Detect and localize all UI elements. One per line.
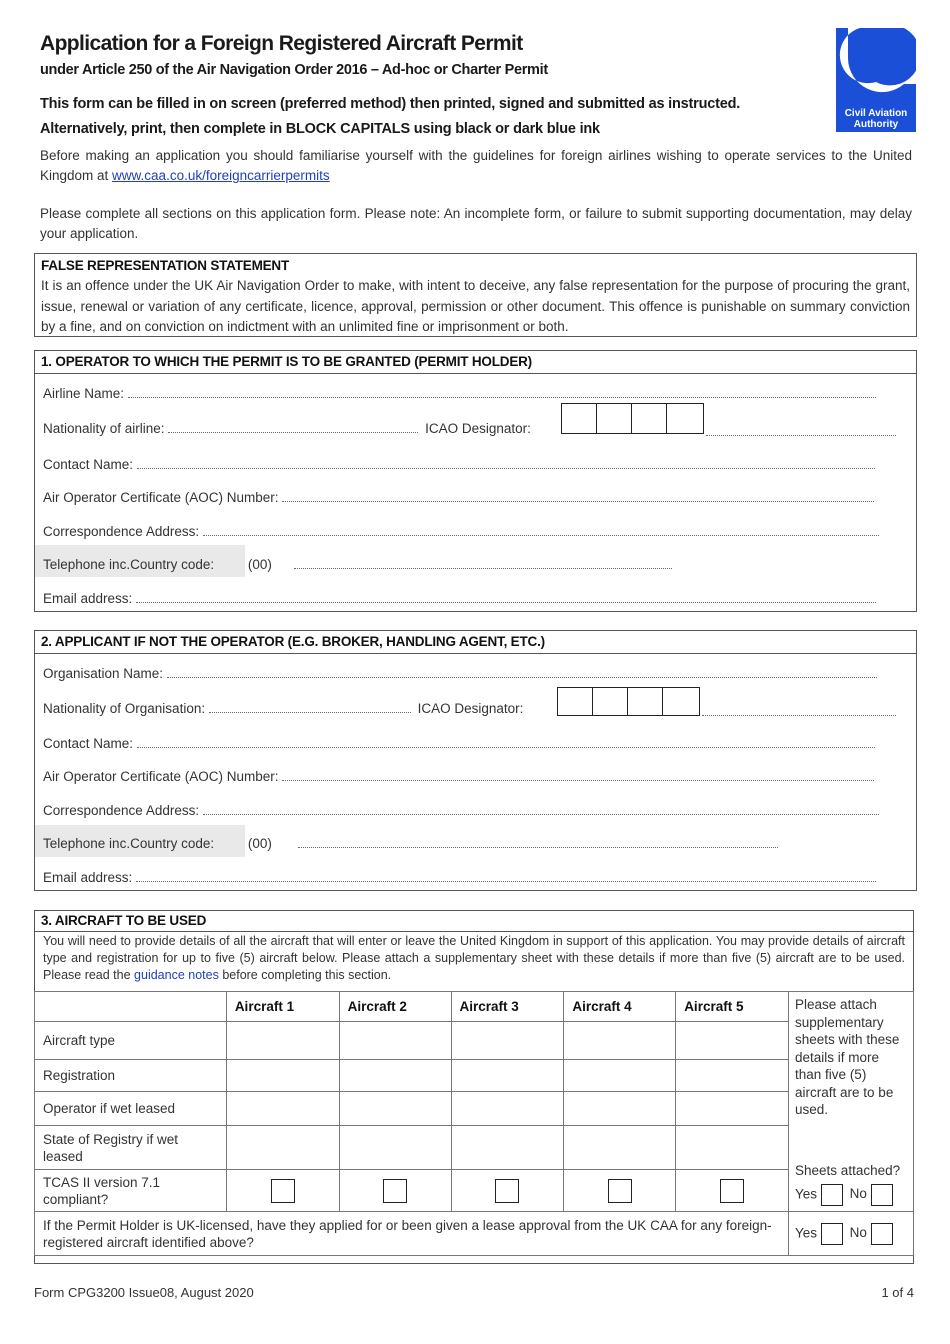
instruction-2: Alternatively, print, then complete in BLOCK CAPITALS using black or dark blue ink <box>40 121 600 137</box>
logo-text-2: Authority <box>853 119 899 130</box>
side-note-cell <box>789 992 914 1212</box>
tcas-checkbox-3[interactable] <box>495 1179 519 1203</box>
state-cell-4[interactable] <box>564 1126 676 1170</box>
column-aircraft-1: Aircraft 1 <box>226 992 339 1022</box>
page-number: 1 of 4 <box>881 1285 914 1300</box>
email-field-2[interactable]: Email address: <box>43 870 876 885</box>
organisation-name-field[interactable]: Organisation Name: <box>43 666 877 681</box>
registration-cell-4[interactable] <box>564 1060 676 1092</box>
table-row <box>35 1092 914 1126</box>
tcas-checkbox-2[interactable] <box>383 1179 407 1203</box>
false-representation-box <box>34 253 917 337</box>
sheets-attached-options: Yes No <box>795 1184 907 1206</box>
table-row <box>35 1060 914 1092</box>
sheets-attached-label: Sheets attached? <box>795 1163 901 1178</box>
row-label-tcas: TCAS II version 7.1 compliant? <box>35 1170 227 1212</box>
column-aircraft-2: Aircraft 2 <box>339 992 451 1022</box>
foreign-carrier-permits-link[interactable]: www.caa.co.uk/foreigncarrierpermits <box>112 168 330 183</box>
side-note: Please attach supplementary sheets with these details if more than five (5) aircraft are to be used. <box>795 997 900 1117</box>
contact-name-field[interactable]: Contact Name: <box>43 457 875 472</box>
guidance-notes-link[interactable]: guidance notes <box>134 968 219 982</box>
aircraft-type-cell-5[interactable] <box>676 1022 789 1060</box>
aoc-number-field-2[interactable]: Air Operator Certificate (AOC) Number: <box>43 769 874 784</box>
nationality-organisation-field[interactable]: Nationality of Organisation: ICAO Designator: <box>43 701 524 716</box>
state-cell-2[interactable] <box>339 1126 451 1170</box>
icao-cell-4[interactable] <box>662 687 700 716</box>
registration-cell-5[interactable] <box>676 1060 789 1092</box>
airline-name-field[interactable]: Airline Name: <box>43 386 876 401</box>
form-title: Application for a Foreign Registered Aircraft Permit <box>40 32 523 55</box>
correspondence-address-field[interactable]: Correspondence Address: <box>43 524 879 539</box>
state-cell-3[interactable] <box>451 1126 564 1170</box>
table-row <box>35 1022 914 1060</box>
nationality-airline-field[interactable]: Nationality of airline: ICAO Designator: <box>43 421 531 436</box>
email-field[interactable]: Email address: <box>43 591 876 606</box>
operator-cell-5[interactable] <box>676 1092 789 1126</box>
telephone-field[interactable]: Telephone inc.Country code: (00) <box>43 557 672 572</box>
form-subtitle: under Article 250 of the Air Navigation Order 2016 – Ad-hoc or Charter Permit <box>40 62 548 78</box>
registration-cell-1[interactable] <box>226 1060 339 1092</box>
false-representation-heading: FALSE REPRESENTATION STATEMENT <box>41 258 290 273</box>
icao-cell-1[interactable] <box>561 403 598 434</box>
sheets-no-checkbox[interactable] <box>871 1184 893 1206</box>
column-aircraft-3: Aircraft 3 <box>451 992 564 1022</box>
lease-yes-checkbox[interactable] <box>821 1223 843 1245</box>
icao-cell-2[interactable] <box>596 403 633 434</box>
column-aircraft-5: Aircraft 5 <box>676 992 789 1022</box>
lease-question: If the Permit Holder is UK-licensed, have they applied for or been given a lease approval from the UK CAA for any foreign-registered aircraft identified above? <box>35 1212 789 1256</box>
aircraft-table-header <box>35 992 914 1022</box>
lease-no-checkbox[interactable] <box>871 1223 893 1245</box>
row-label-aircraft-type: Aircraft type <box>35 1022 227 1060</box>
tcas-checkbox-1[interactable] <box>271 1179 295 1203</box>
table-row <box>35 1126 914 1170</box>
operator-cell-2[interactable] <box>339 1092 451 1126</box>
row-label-operator: Operator if wet leased <box>35 1092 227 1126</box>
icao-cell-2[interactable] <box>592 687 629 716</box>
logo-text-1: Civil Aviation <box>844 108 908 119</box>
aircraft-table <box>34 991 914 1256</box>
false-representation-text: It is an offence under the UK Air Navigation Order to make, with intent to deceive, any false representation for the purpose of procuring the grant, issue, renewal or variation of any certificate, licence, approval, permission or other document. This offence is punishable on summary conviction by a fine, and on conviction on indictment with an unlimited fine or imprisonment or both. <box>41 278 910 334</box>
lease-options: Yes No <box>789 1212 914 1256</box>
correspondence-address-field-2[interactable]: Correspondence Address: <box>43 803 879 818</box>
icao-cell-3[interactable] <box>631 403 668 434</box>
sheets-yes-checkbox[interactable] <box>821 1184 843 1206</box>
row-label-registration: Registration <box>35 1060 227 1092</box>
icao-cell-4[interactable] <box>666 403 704 434</box>
table-row <box>35 1212 914 1256</box>
telephone-field-2[interactable]: Telephone inc.Country code: (00) <box>43 836 778 851</box>
state-cell-5[interactable] <box>676 1126 789 1170</box>
tcas-checkbox-5[interactable] <box>720 1179 744 1203</box>
aircraft-type-cell-3[interactable] <box>451 1022 564 1060</box>
contact-name-field-2[interactable]: Contact Name: <box>43 736 875 751</box>
aircraft-type-cell-2[interactable] <box>339 1022 451 1060</box>
icao-cell-3[interactable] <box>627 687 664 716</box>
section-2-heading: 2. APPLICANT IF NOT THE OPERATOR (E.G. BROKER, HANDLING AGENT, ETC.) <box>41 634 545 649</box>
aoc-number-field[interactable]: Air Operator Certificate (AOC) Number: <box>43 490 874 505</box>
form-reference: Form CPG3200 Issue08, August 2020 <box>34 1285 254 1300</box>
registration-cell-2[interactable] <box>339 1060 451 1092</box>
icao-cell-1[interactable] <box>557 687 594 716</box>
section-3-heading: 3. AIRCRAFT TO BE USED <box>41 913 207 928</box>
operator-cell-4[interactable] <box>564 1092 676 1126</box>
state-cell-1[interactable] <box>226 1126 339 1170</box>
column-aircraft-4: Aircraft 4 <box>564 992 676 1022</box>
registration-cell-3[interactable] <box>451 1060 564 1092</box>
operator-cell-1[interactable] <box>226 1092 339 1126</box>
instruction-1: This form can be filled in on screen (preferred method) then printed, signed and submitted as instructed. <box>40 96 741 112</box>
operator-cell-3[interactable] <box>451 1092 564 1126</box>
aircraft-type-cell-1[interactable] <box>226 1022 339 1060</box>
aircraft-type-cell-4[interactable] <box>564 1022 676 1060</box>
intro-paragraph: Before making an application you should familiarise yourself with the guidelines for foreign airlines wishing to operate services to the United Kingdom at www.caa.co.uk/foreigncarrierpermits <box>40 148 912 183</box>
table-row <box>35 1170 914 1212</box>
row-label-state-of-registry: State of Registry if wet leased <box>35 1126 227 1170</box>
section-3-instructions: You will need to provide details of all the aircraft that will enter or leave the United Kingdom in support of this application. You may provide details of aircraft type and registration for up to five (5) aircraft below. Please attach a supplementary sheet with these details if more than five (5) aircraft are to be used. Please read the guidance notes before completing this section. <box>43 934 905 982</box>
intro-note: Please complete all sections on this application form. Please note: An incomplete form, or failure to submit supporting documentation, may delay your application. <box>40 206 912 241</box>
caa-logo <box>836 28 916 132</box>
tcas-checkbox-4[interactable] <box>608 1179 632 1203</box>
section-1-heading: 1. OPERATOR TO WHICH THE PERMIT IS TO BE GRANTED (PERMIT HOLDER) <box>41 354 532 369</box>
